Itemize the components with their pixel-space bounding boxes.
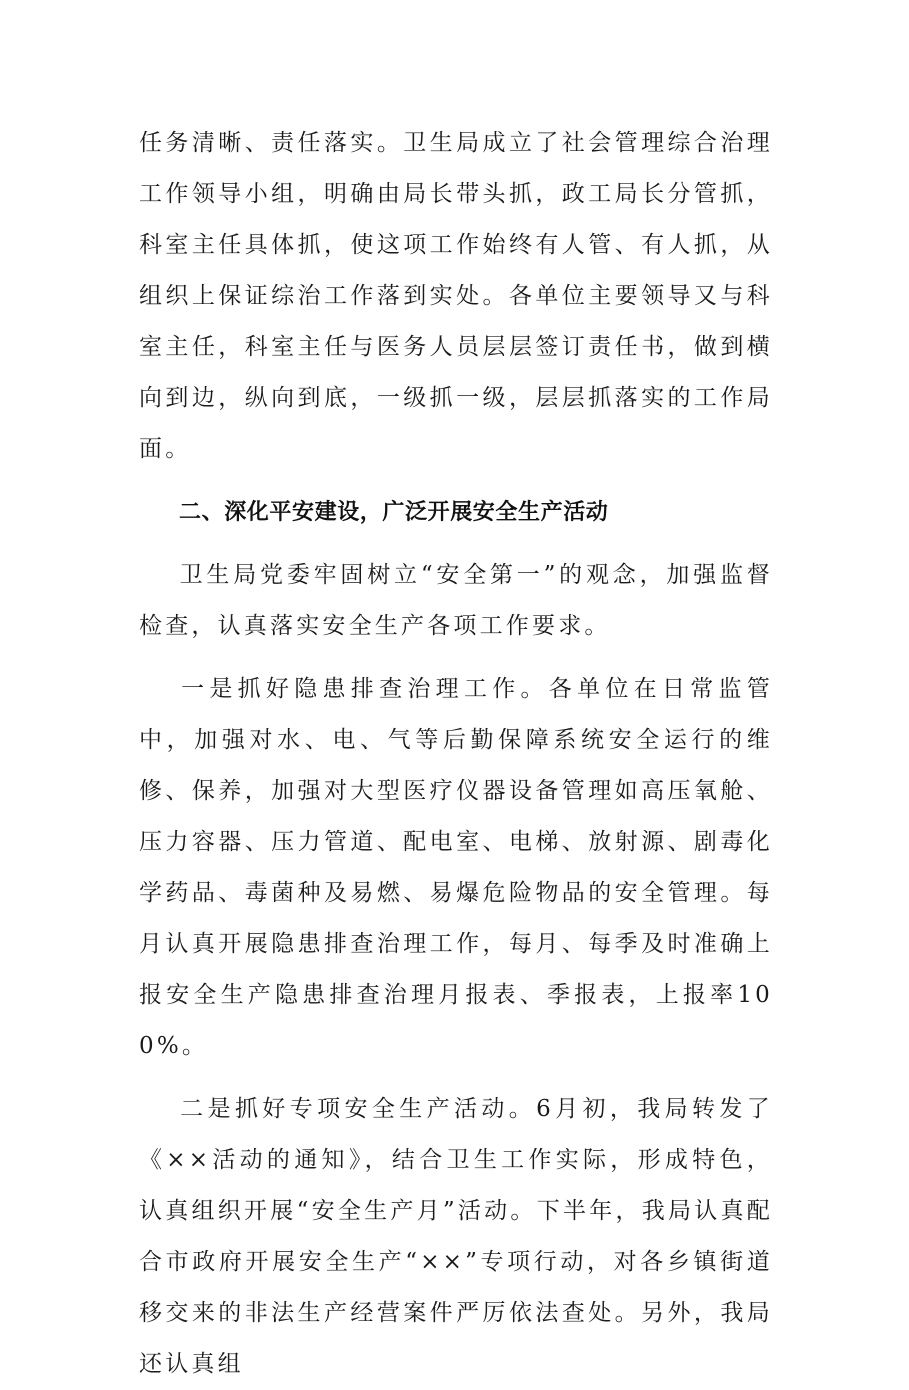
paragraph-text: 二是抓好专项安全生产活动。6月初，我局转发了《××活动的通知》，结合卫生工作实际，形成特色，认真组织开展“安全生产月”活动。下半年，我局认真配合市政府开展安全生产“××”专项行动，对各乡镇街道移交来的非法生产经营案件严厉依法查处。另外，我局还认真组: [139, 1096, 773, 1377]
paragraph-text: 一是抓好隐患排查治理工作。各单位在日常监管中，加强对水、电、气等后勤保障系统安全运行的维修、保养，加强对大型医疗仪器设备管理如高压氧舱、压力容器、压力管道、配电室、电梯、放射源、剧毒化学药品、毒菌种及易燃、易爆危险物品的安全管理。每月认真开展隐患排查治理工作，每月、每季及时准确上报安全生产隐患排查治理月报表、季报表，上报率100%。: [139, 676, 773, 1059]
paragraph-text: 卫生局党委牢固树立“安全第一”的观念，加强监督检查，认真落实安全生产各项工作要求。: [139, 562, 773, 639]
document-body: [139, 118, 773, 1390]
paragraph-continuation: 任务清晰、责任落实。卫生局成立了社会管理综合治理工作领导小组，明确由局长带头抓，政工局长分管抓，科室主任具体抓，使这项工作始终有人管、有人抓，从组织上保证综治工作落到实处。各单位主要领导又与科室主任，科室主任与医务人员层层签订责任书，做到横向到边，纵向到底，一级抓一级，层层抓落实的工作局面。: [139, 130, 773, 462]
spacer: [139, 538, 773, 550]
paragraph-hazard-inspection: [139, 664, 773, 1072]
spacer: [139, 475, 773, 487]
section-heading: 二、深化平安建设，广泛开展安全生产活动: [179, 500, 609, 525]
paragraph-safety-first: [139, 550, 773, 652]
paragraph-special-activities: [139, 1084, 773, 1390]
spacer: [139, 652, 773, 664]
spacer: [139, 1072, 773, 1084]
